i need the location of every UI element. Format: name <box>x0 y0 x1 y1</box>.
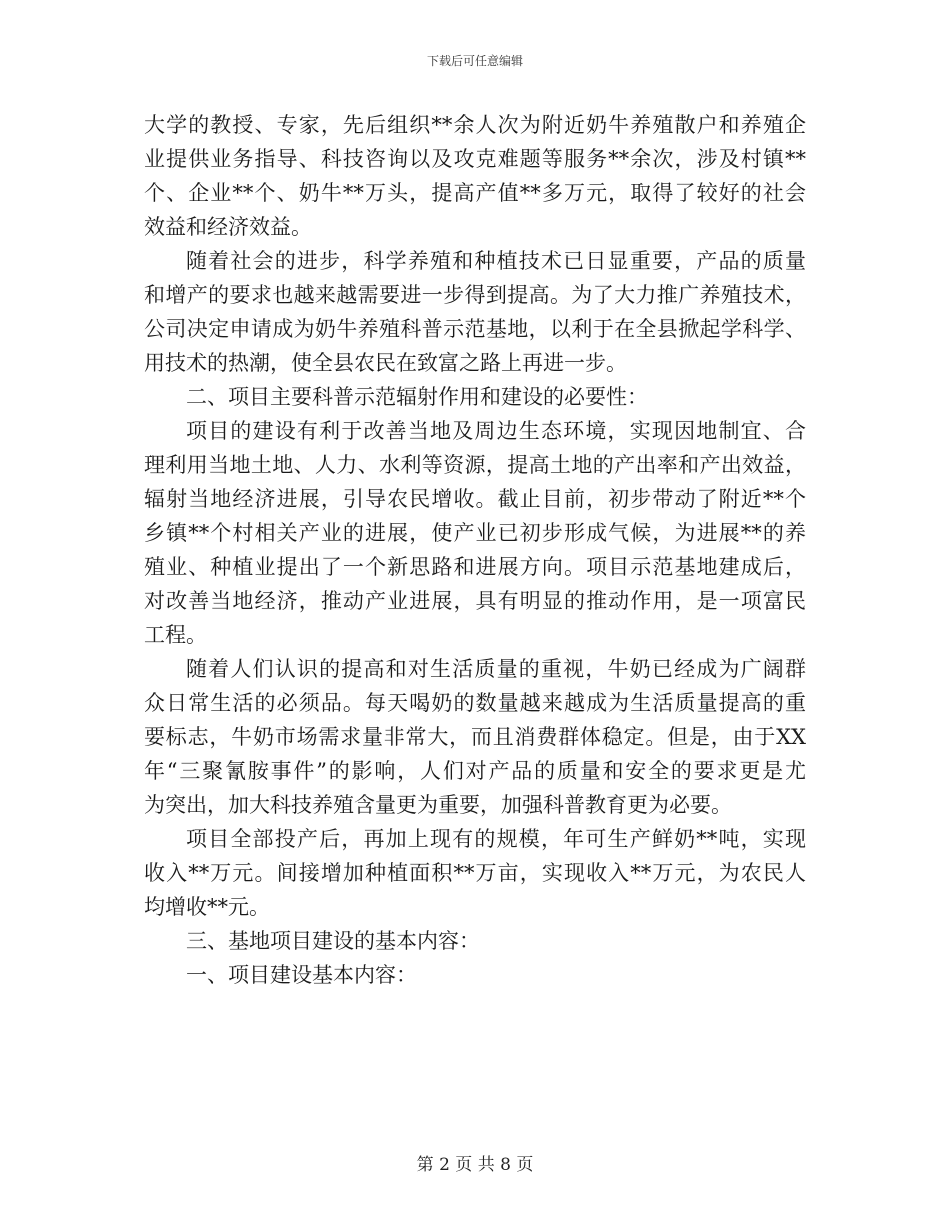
text-line: 殖业、种植业提出了一个新思路和进展方向。项目示范基地建成后， <box>144 555 806 579</box>
text-line: 二、项目主要科普示范辐射作用和建设的必要性： <box>186 385 648 409</box>
paragraph <box>144 822 806 924</box>
header-note: 下载后可任意编辑 <box>426 54 523 68</box>
text-line: 大学的教授、专家，先后组织**余人次为附近奶牛养殖散户和养殖企 <box>144 113 806 137</box>
text-line: 公司决定申请成为奶牛养殖科普示范基地，以利于在全县掀起学科学、 <box>144 317 806 341</box>
text-line: 业提供业务指导、科技咨询以及攻克难题等服务**余次，涉及村镇** <box>144 147 806 171</box>
paragraph <box>144 652 806 822</box>
text-line: 对改善当地经济，推动产业进展，具有明显的推动作用，是一项富民 <box>144 589 806 613</box>
text-line: 要标志，牛奶市场需求量非常大，而且消费群体稳定。但是，由于XX <box>144 725 806 749</box>
text-line: 收入**万元。间接增加种植面积**万亩，实现收入**万元，为农民人 <box>144 861 806 885</box>
paragraph <box>144 414 806 652</box>
text-line: 项目的建设有利于改善当地及周边生态环境，实现因地制宜、合 <box>186 419 806 443</box>
document-body <box>144 108 806 992</box>
paragraph <box>144 958 806 992</box>
text-line: 项目全部投产后，再加上现有的规模，年可生产鲜奶**吨，实现 <box>186 827 806 851</box>
text-line: 均增收**元。 <box>144 895 270 919</box>
text-line: 理利用当地土地、人力、水利等资源，提高土地的产出率和产出效益， <box>144 453 806 477</box>
text-line: 用技术的热潮，使全县农民在致富之路上再进一步。 <box>144 351 627 375</box>
text-line: 乡镇**个村相关产业的进展，使产业已初步形成气候，为进展**的养 <box>144 521 806 545</box>
paragraph <box>144 108 806 244</box>
text-line: 众日常生活的必须品。每天喝奶的数量越来越成为生活质量提高的重 <box>144 691 806 715</box>
text-line: 三、基地项目建设的基本内容： <box>186 929 480 953</box>
text-line: 年“三聚氰胺事件”的影响，人们对产品的质量和安全的要求更是尤 <box>144 759 806 783</box>
text-line: 辐射当地经济进展，引导农民增收。截止目前，初步带动了附近**个 <box>144 487 806 511</box>
text-line: 工程。 <box>144 623 207 647</box>
paragraph <box>144 244 806 380</box>
text-line: 随着社会的进步，科学养殖和种植技术已日显重要，产品的质量 <box>186 249 806 273</box>
text-line: 为突出，加大科技养殖含量更为重要，加强科普教育更为必要。 <box>144 793 732 817</box>
text-line: 一、项目建设基本内容： <box>186 963 417 987</box>
text-line: 随着人们认识的提高和对生活质量的重视，牛奶已经成为广阔群 <box>186 657 806 681</box>
text-line: 个、企业**个、奶牛**万头，提高产值**多万元，取得了较好的社会 <box>144 181 806 205</box>
paragraph <box>144 924 806 958</box>
text-line: 和增产的要求也越来越需要进一步得到提高。为了大力推广养殖技术， <box>144 283 806 307</box>
text-line: 效益和经济效益。 <box>144 215 312 239</box>
paragraph <box>144 380 806 414</box>
page-number: 第 2 页 共 8 页 <box>416 1155 534 1175</box>
